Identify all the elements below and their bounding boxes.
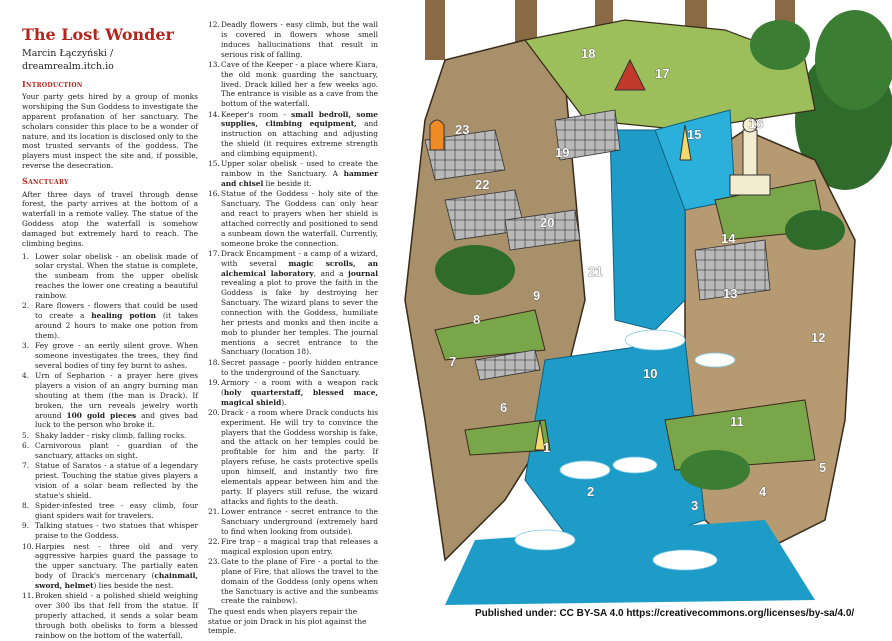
location-text xyxy=(35,591,198,640)
location-item-text: ). xyxy=(281,397,287,407)
location-item-highlight: journal xyxy=(348,268,378,278)
map-label-23: 23 xyxy=(455,122,470,137)
location-number: 8. xyxy=(22,501,30,511)
location-number: 12. xyxy=(208,20,220,29)
map-label-17: 17 xyxy=(655,66,670,81)
location-number: 2. xyxy=(22,301,30,311)
left-text-column xyxy=(22,24,198,641)
location-item-text: ) lies beside the nest. xyxy=(93,580,174,590)
location-text xyxy=(221,159,378,189)
location-item xyxy=(22,341,198,371)
location-item-text: Keeper's room - xyxy=(221,109,292,119)
location-text xyxy=(35,301,198,340)
location-text xyxy=(35,371,198,430)
location-number: 20. xyxy=(208,407,220,417)
map-label-6: 6 xyxy=(500,400,508,415)
location-list-part2 xyxy=(208,20,378,606)
location-item-highlight: 100 gold pieces xyxy=(66,410,137,420)
location-item xyxy=(22,521,198,541)
location-item-text: revealing a plot to prove the faith in the Goddess is fake by destroying her Sanctuary. The wizard plans to sever the connection with the Goddess, humiliate her priests and monks and then incite a mob to plunder her temples. The journal mentions a secret entrance to the Sanctuary (location 18). xyxy=(221,278,378,357)
map-label-15: 15 xyxy=(687,127,702,142)
location-item-text: Gate to the plane of Fire - a portal to the plane of Fire, that allows the travel to the domain of the Goddess (only opens when the Sanctuary is active and the sunbeams create the rainbow). xyxy=(221,557,378,606)
location-item xyxy=(208,60,378,109)
map-label-22: 22 xyxy=(475,177,490,192)
location-item-text: Statue of Saratos - a statue of a legendary priest. Touching the statue gives players a vision of a solar beam reflected by the statue's shield. xyxy=(35,461,198,500)
map-label-2: 2 xyxy=(587,484,595,499)
location-number: 19. xyxy=(208,377,220,387)
map-label-12: 12 xyxy=(811,330,826,345)
location-number: 13. xyxy=(208,59,220,69)
location-text xyxy=(221,110,378,159)
location-item-text: Lower solar obelisk - an obelisk made of solar crystal. When the statue is complete, the sunbeam from the upper obelisk reaches the lower one creating a beautiful rainbow. xyxy=(35,251,198,300)
location-item-highlight: hammer and chisel xyxy=(221,169,378,188)
map-label-8: 8 xyxy=(473,312,481,327)
map-label-5: 5 xyxy=(819,460,827,475)
location-item xyxy=(208,537,378,557)
location-item-text: Talking statues - two statues that whisper praise to the Goddess. xyxy=(35,521,198,541)
location-item xyxy=(208,378,378,408)
intro-text: Your party gets hired by a group of monks worshiping the Sun Goddess to investigate the apparent profanation of her sanctuary. The scholars consider this place to be a wonder of nature, and its location is disclosed only to the most trusted servants of the goddess. The players must inspect the site and, if possible, reverse the desecration. xyxy=(22,92,198,171)
location-item-highlight: healing potion xyxy=(91,311,157,321)
location-item xyxy=(22,591,198,640)
location-text xyxy=(35,501,198,521)
location-item xyxy=(22,301,198,340)
location-item-text: Spider-infested tree - easy climb, four giant spiders wait for travelers. xyxy=(35,501,198,521)
location-text xyxy=(221,557,378,606)
map-label-1: 1 xyxy=(543,440,551,455)
location-text xyxy=(221,358,378,378)
location-text xyxy=(221,249,378,357)
location-item-text: Fey grove - an eerily silent grove. When someone investigates the trees, they find several bodies of tiny fey burnt to ashes. xyxy=(35,341,198,370)
location-text xyxy=(35,431,198,441)
location-text xyxy=(221,378,378,408)
location-item xyxy=(208,358,378,378)
location-item-text: Deadly flowers - easy climb, but the wall is covered in flowers whose smell induces hallucinations that result in serious risk of falling. xyxy=(221,20,378,59)
fire-portal xyxy=(430,120,444,150)
location-text xyxy=(35,252,198,301)
location-number: 17. xyxy=(208,248,220,258)
location-item-text: Carnivorous plant - guardian of the sanctuary, attacks on sight. xyxy=(35,441,198,460)
location-item-text: Fire trap - a magical trap that releases a magical explosion upon entry. xyxy=(221,536,378,556)
location-item-highlight: small bedroll, some supplies, climbing equipment, xyxy=(221,109,378,129)
page-title: The Lost Wonder xyxy=(22,25,174,44)
location-number: 14. xyxy=(208,109,220,119)
location-number: 23. xyxy=(208,557,220,567)
location-item-text: Broken shield - a polished shield weighing over 300 lbs that fell from the statue. If properly attached, it sends a solar beam through both obelisks to form a blessed rainbow on the bottom of the waterfall. xyxy=(35,591,198,640)
location-item-highlight: holy quarterstaff, blessed mace, magical shield xyxy=(221,387,378,407)
map-label-11: 11 xyxy=(730,414,744,429)
location-item xyxy=(22,441,198,461)
map-label-3: 3 xyxy=(691,498,699,513)
location-item xyxy=(22,542,198,591)
location-number: 3. xyxy=(22,341,30,351)
location-text xyxy=(221,537,378,557)
location-text xyxy=(221,20,378,59)
location-item-text: lie beside it. xyxy=(263,179,312,188)
location-text xyxy=(221,189,378,248)
location-item-text: Drack - a room where Drack conducts his experiment. He will try to convince the players that the Goddess worship is fake, and the attack on her temples could be profitable for him and the party. If players refuse, he casts protective spells upon himself, and instantly two fire elementals appear between him and the party. If players still refuse, the wizard attacks and fights to the death. xyxy=(221,407,378,506)
location-number: 10. xyxy=(22,541,34,551)
location-item xyxy=(208,557,378,606)
location-number: 11. xyxy=(22,591,34,601)
location-number: 22. xyxy=(208,536,220,546)
author-line: Marcin Łączyński / dreamrealm.itch.io xyxy=(22,48,114,72)
map-label-16: 16 xyxy=(749,116,764,131)
location-item xyxy=(208,189,378,248)
map-label-14: 14 xyxy=(721,231,736,246)
location-item-text: Urn of Sepharion - a prayer here gives players a vision of an angry burning man shouting at them (the man is Drack). If broken, the urn reveals jewelry worth around xyxy=(35,371,198,420)
location-list-part1 xyxy=(22,252,198,641)
location-item xyxy=(22,431,198,441)
map-label-9: 9 xyxy=(533,288,541,303)
location-item-text: and gives bad luck to the person who broke it. xyxy=(35,410,198,430)
location-number: 1. xyxy=(22,251,30,261)
location-number: 21. xyxy=(208,506,220,516)
location-item-text: , and a xyxy=(313,268,349,278)
location-item xyxy=(208,110,378,159)
location-item xyxy=(208,507,378,537)
location-item xyxy=(208,249,378,357)
map-label-20: 20 xyxy=(540,215,555,230)
map-label-4: 4 xyxy=(759,484,767,499)
location-item xyxy=(22,501,198,521)
location-item xyxy=(22,461,198,500)
location-number: 9. xyxy=(22,521,30,531)
location-item-text: Armory - a room with a weapon rack ( xyxy=(221,377,378,397)
location-text xyxy=(221,60,378,109)
location-number: 16. xyxy=(208,189,220,199)
location-number: 18. xyxy=(208,357,220,367)
location-item-text: Cave of the Keeper - a place where Kiara, the old monk guarding the sanctuary, lived. Drack killed her a few weeks ago. The entrance is visible as a cave from the bottom of the waterfall. xyxy=(221,59,378,109)
location-item-text: Shaky ladder - risky climb, falling rocks. xyxy=(35,430,187,440)
ending-text: The quest ends when players repair the statue or join Drack in his plot against the temple. xyxy=(208,606,367,636)
location-item-highlight: magic scrolls, an alchemical laboratory xyxy=(221,258,378,278)
map-label-19: 19 xyxy=(555,145,570,160)
location-item-text: (it takes around 2 hours to make one potion from them). xyxy=(35,311,199,340)
location-text xyxy=(35,461,198,500)
location-number: 15. xyxy=(208,159,220,169)
map-label-10: 10 xyxy=(643,366,658,381)
location-item-text: Statue of the Goddess - holy site of the Sanctuary. The Goddess can only hear and react to prayers when her shield is attached correctly and positioned to send a sunbeam down the waterfall. Currently, someone broke the connection. xyxy=(221,189,378,248)
location-item-text: and instruction on attaching and adjusting the shield (it requires extreme strength and climbing equipment). xyxy=(221,119,378,158)
location-item-text: Harpies nest - three old and very aggressive harpies guard the passage to the upper sanctuary. The partially eaten body of Drack's mercenary ( xyxy=(35,541,198,581)
map-label-7: 7 xyxy=(449,354,457,369)
location-item-text: Drack Encampment - a camp of a wizard, with several xyxy=(221,248,378,268)
sanctuary-heading: Sanctuary xyxy=(22,175,69,186)
location-number: 7. xyxy=(22,461,30,471)
map-label-13: 13 xyxy=(723,286,738,301)
location-item-highlight: chainmail, sword, helmet xyxy=(35,571,198,590)
location-item-text: Rare flowers - flowers that could be used to create a xyxy=(35,301,198,321)
location-text xyxy=(221,507,378,537)
location-item xyxy=(22,252,198,301)
map-label-21: 21 xyxy=(588,264,603,279)
location-text xyxy=(35,542,198,591)
location-item-text: Secret passage - poorly hidden entrance to the underground of the Sanctuary. xyxy=(221,357,378,377)
location-item xyxy=(22,371,198,430)
middle-text-column xyxy=(208,20,378,639)
sanctuary-text: After three days of travel through dense forest, the party arrives at the bottom of a waterfall in a remote valley. The statue of the Goddess atop the waterfall is somehow damaged but extremely hard to reach. The climbing begins. xyxy=(22,189,198,248)
location-item xyxy=(208,159,378,189)
location-text xyxy=(221,408,378,506)
license-footer: Published under: CC BY-SA 4.0 https://creativecommons.org/licenses/by-sa/4.0/ xyxy=(475,608,855,619)
map-label-18: 18 xyxy=(581,46,596,61)
location-item xyxy=(208,408,378,506)
location-item-text: Upper solar obelisk - used to create the rainbow in the Sanctuary. A xyxy=(221,159,378,179)
location-item-text: Lower entrance - secret entrance to the Sanctuary underground (extremely hard to find when looking from outside). xyxy=(221,506,378,536)
location-number: 6. xyxy=(22,441,30,451)
location-text xyxy=(35,441,198,461)
intro-heading: Introduction xyxy=(22,78,83,89)
location-number: 5. xyxy=(22,430,30,440)
location-number: 4. xyxy=(22,371,30,381)
location-item xyxy=(208,20,378,59)
location-text xyxy=(35,341,198,371)
location-text xyxy=(35,521,198,541)
sanctuary-map xyxy=(385,0,892,605)
